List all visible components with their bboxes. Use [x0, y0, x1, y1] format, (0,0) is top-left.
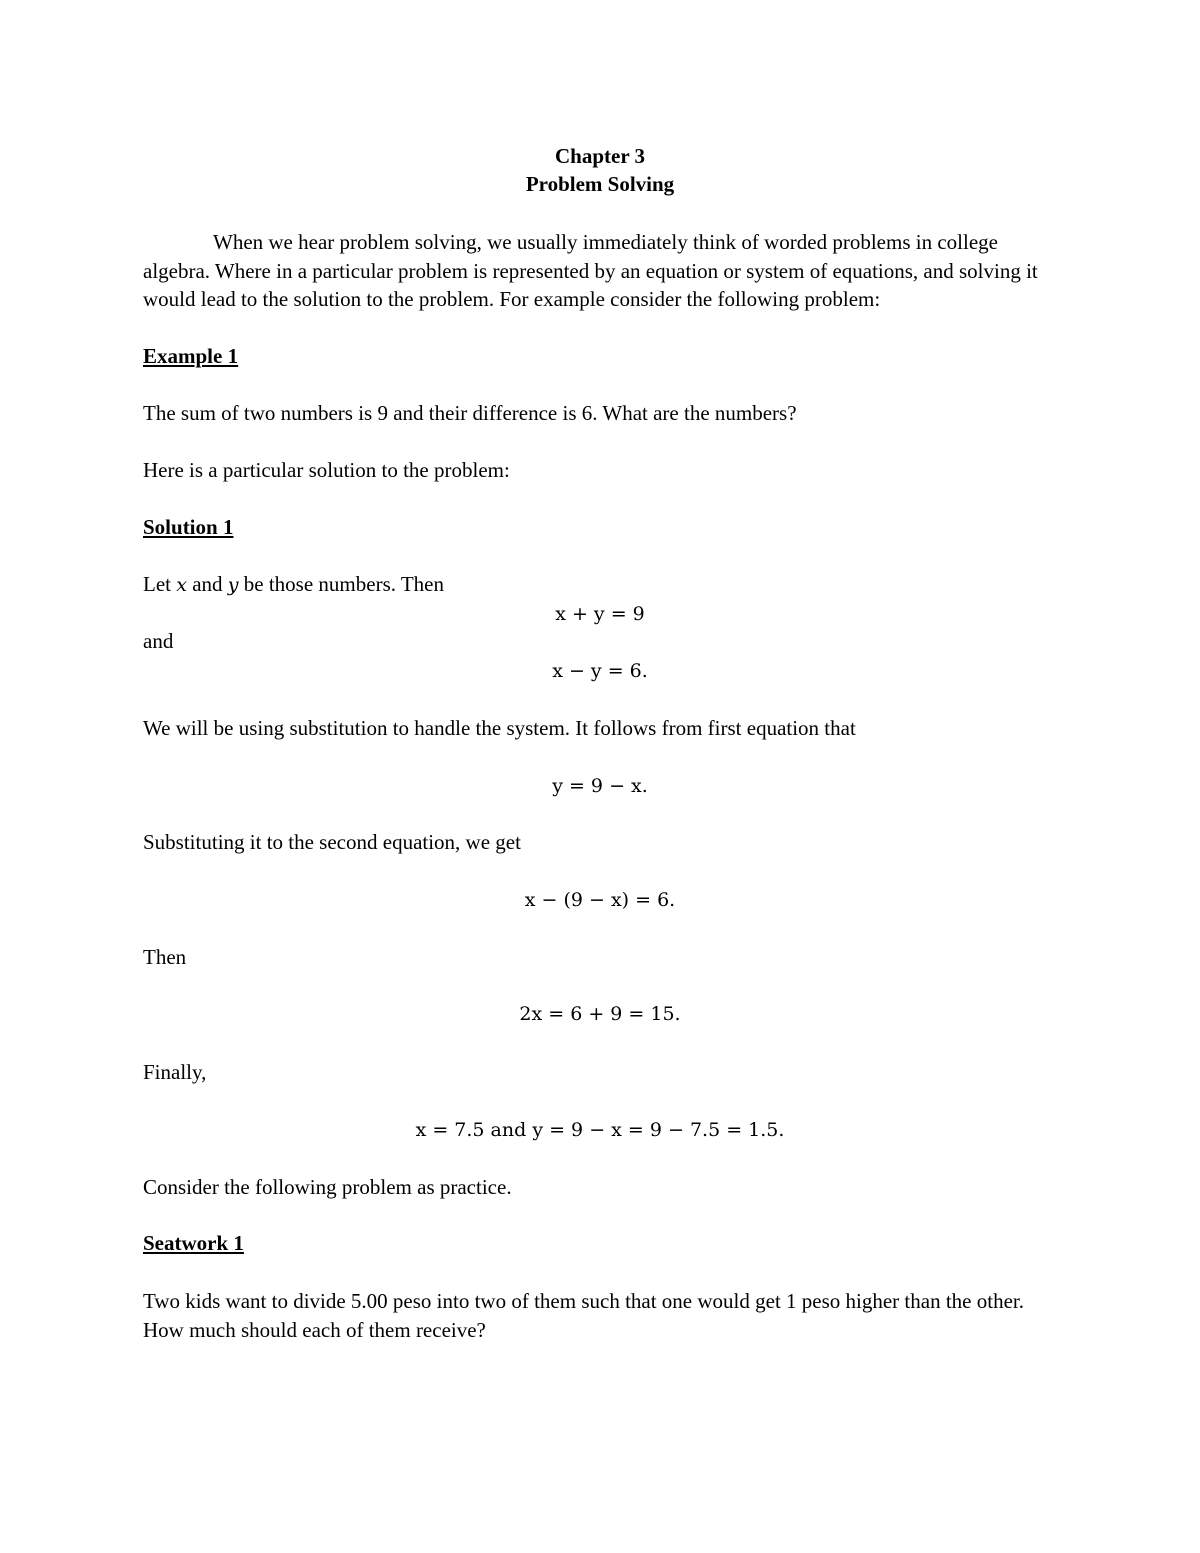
- solution-heading: Solution 1: [143, 515, 234, 539]
- variable-y: y: [227, 574, 239, 596]
- seatwork-problem: Two kids want to divide 5.00 peso into two of them such that one would get 1 peso higher than the other. How much should each of them receive?: [143, 1289, 1024, 1342]
- chapter-label: Chapter 3: [554, 144, 646, 168]
- practice-text: Consider the following problem as practice.: [143, 1175, 512, 1199]
- equation-substituted: x − (9 − x) = 6.: [524, 889, 676, 911]
- equation-two-x: 2x = 6 + 9 = 15.: [519, 1003, 681, 1025]
- equation-final: [0, 1116, 1200, 1144]
- intro-paragraph: When we hear problem solving, we usually immediately think of worded problems in college algebra. Where in a particular problem is represented by an equation or system of equations, and solving it would lead to the solution to the problem. For example consider the following problem:: [143, 230, 1038, 311]
- equation-sum: x + y = 9: [555, 603, 645, 625]
- chapter-title: Problem Solving: [525, 172, 675, 196]
- and-line: and: [143, 629, 174, 653]
- final-and-word: and: [490, 1119, 527, 1141]
- final-y-value: y = 9 − x = 9 − 7.5 = 1.5.: [532, 1119, 785, 1141]
- finally-text: Finally,: [143, 1060, 207, 1084]
- let-prefix: Let: [143, 572, 177, 596]
- then-text: Then: [143, 945, 187, 969]
- equation-y-expression: y = 9 − x.: [552, 775, 648, 797]
- let-and-word: and: [186, 572, 228, 596]
- substituting-text: Substituting it to the second equation, we get: [143, 830, 521, 854]
- let-sentence: [143, 570, 444, 599]
- seatwork-heading: Seatwork 1: [143, 1231, 244, 1255]
- solution-lead-in: Here is a particular solution to the problem:: [143, 458, 510, 482]
- example-heading: Example 1: [143, 344, 239, 368]
- final-x-value: x = 7.5: [415, 1119, 485, 1141]
- equation-difference: x − y = 6.: [552, 660, 648, 682]
- variable-x: x: [176, 574, 187, 596]
- substitution-text: We will be using substitution to handle the system. It follows from first equation that: [143, 716, 856, 740]
- let-suffix: be those numbers. Then: [238, 572, 445, 596]
- example-problem: The sum of two numbers is 9 and their difference is 6. What are the numbers?: [143, 401, 797, 425]
